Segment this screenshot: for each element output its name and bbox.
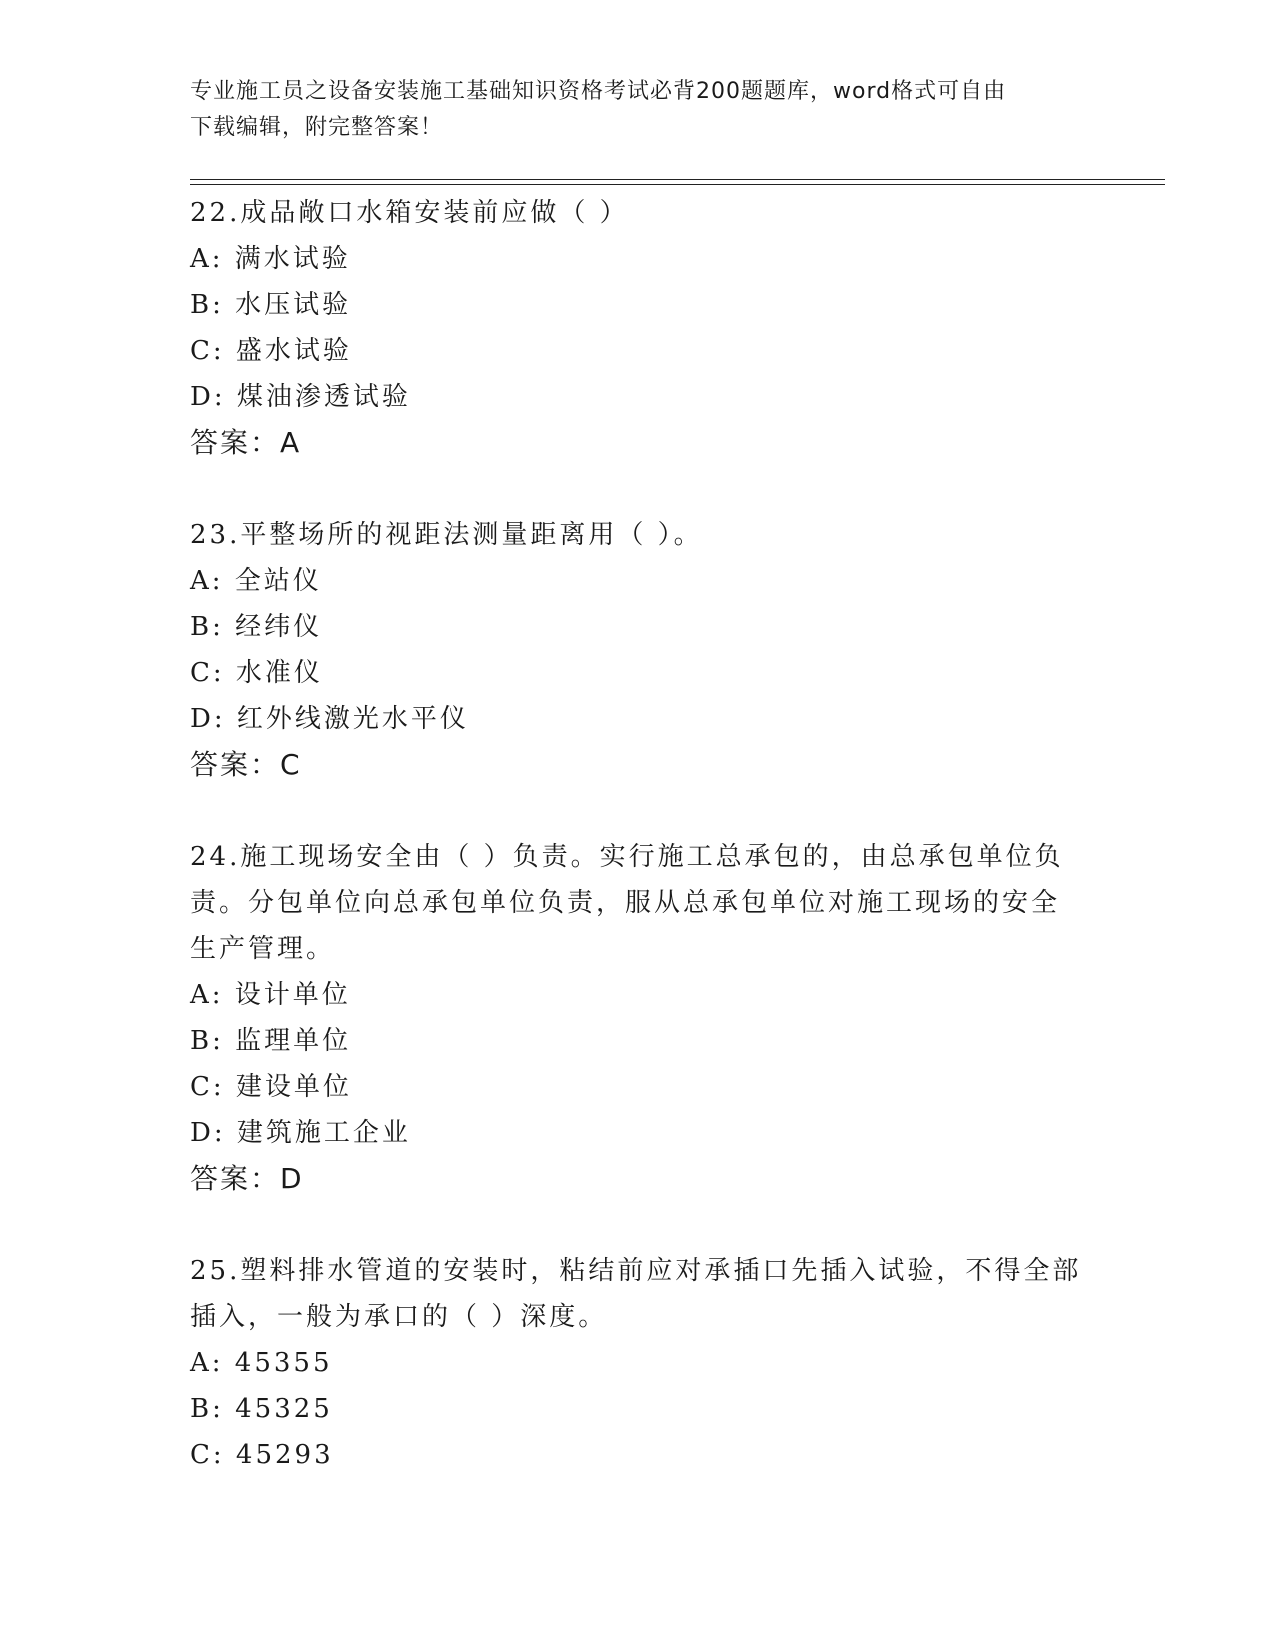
question-list (190, 190, 1090, 1478)
option-b: B: 监理单位 (190, 1026, 352, 1056)
answer-line: 答案：D (190, 1162, 304, 1195)
option-b: B: 水压试验 (190, 290, 352, 320)
option-c: C: 盛水试验 (190, 336, 352, 366)
option-b: B: 45325 (190, 1394, 333, 1424)
option-d: D: 建筑施工企业 (190, 1118, 411, 1148)
header-divider-top (190, 179, 1165, 180)
option-b: B: 经纬仪 (190, 612, 323, 642)
document-header (190, 74, 1090, 146)
option-c: C: 建设单位 (190, 1072, 352, 1102)
question-block (190, 834, 1090, 1202)
question-block (190, 190, 1090, 466)
header-divider-bottom (190, 184, 1165, 185)
option-c: C: 45293 (190, 1440, 334, 1470)
option-d: D: 煤油渗透试验 (190, 382, 411, 412)
spacer (190, 466, 1090, 512)
question-stem: 23.平整场所的视距法测量距离用（ ）。 (190, 520, 703, 550)
question-stem-line-2: 插入，一般为承口的（ ）深度。 (190, 1302, 608, 1332)
spacer (190, 1202, 1090, 1248)
question-block (190, 512, 1090, 788)
spacer (190, 788, 1090, 834)
question-stem-line-2: 责。分包单位向总承包单位负责，服从总承包单位对施工现场的安全 (190, 888, 1061, 918)
question-stem: 22.成品敞口水箱安装前应做（ ） (190, 198, 629, 228)
question-block (190, 1248, 1090, 1478)
option-a: A: 满水试验 (190, 244, 351, 274)
answer-line: 答案：C (190, 748, 302, 781)
option-a: A: 全站仪 (190, 566, 322, 596)
option-a: A: 45355 (190, 1348, 333, 1378)
header-line-2: 下载编辑，附完整答案！ (190, 115, 444, 140)
option-c: C: 水准仪 (190, 658, 323, 688)
option-d: D: 红外线激光水平仪 (190, 704, 469, 734)
question-stem-line-3: 生产管理。 (190, 934, 336, 964)
question-stem-line-1: 24.施工现场安全由（ ）负责。实行施工总承包的，由总承包单位负 (190, 842, 1064, 872)
header-line-1: 专业施工员之设备安装施工基础知识资格考试必背200题题库，word格式可自由 (190, 79, 1007, 104)
answer-line: 答案：A (190, 426, 302, 459)
question-stem-line-1: 25.塑料排水管道的安装时，粘结前应对承插口先插入试验，不得全部 (190, 1256, 1082, 1286)
option-a: A: 设计单位 (190, 980, 351, 1010)
